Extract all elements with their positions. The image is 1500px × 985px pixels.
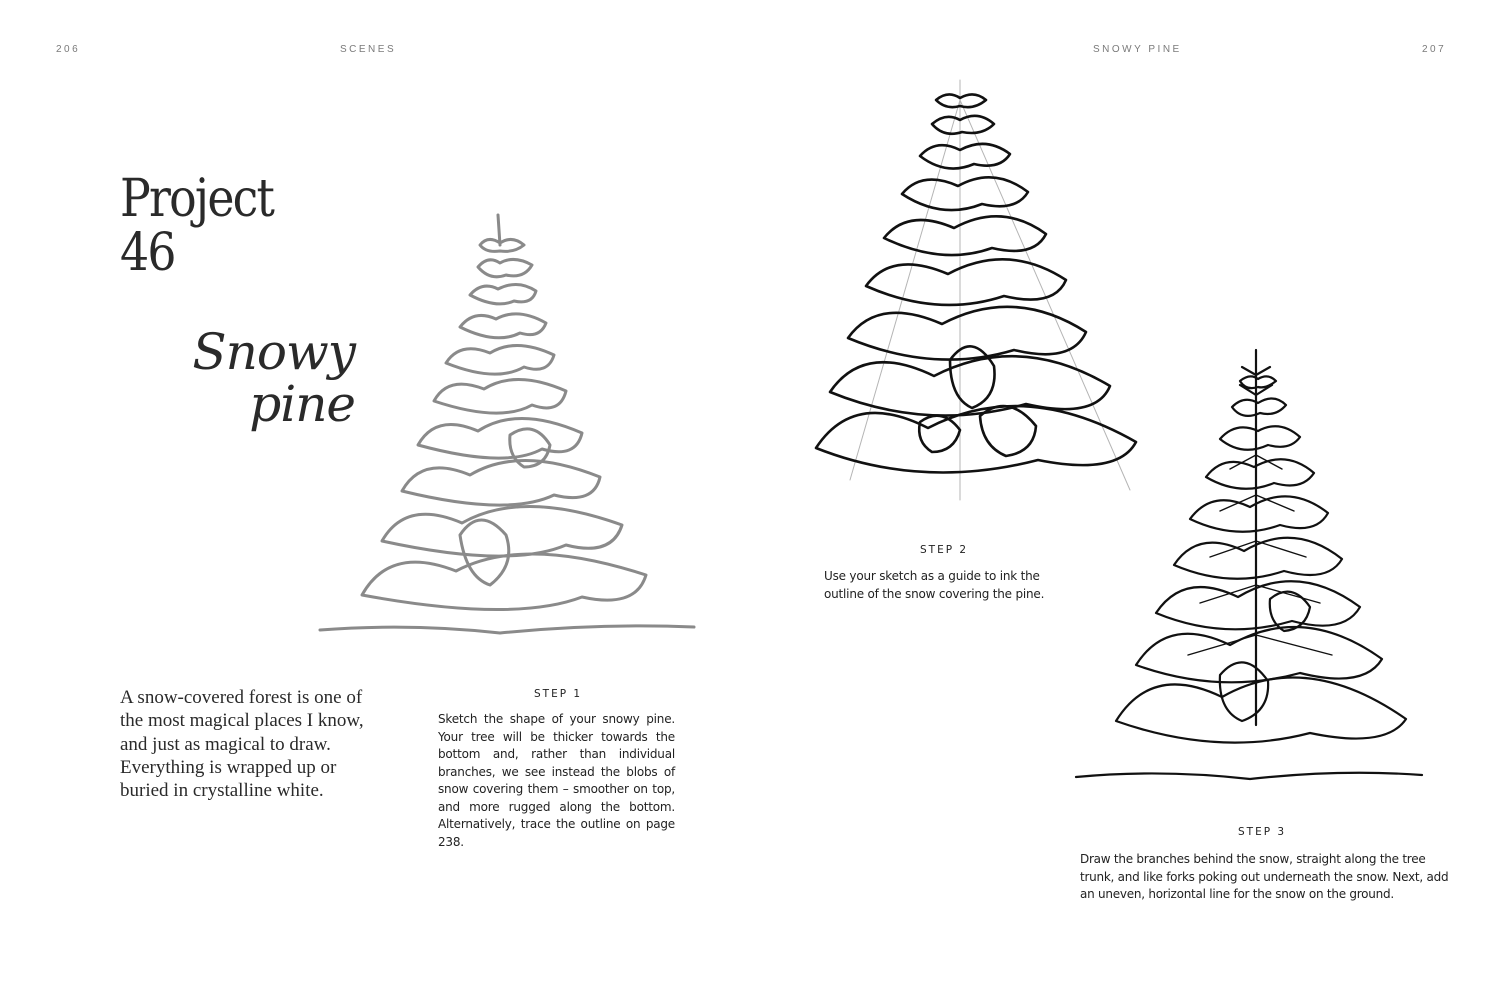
step2-text: Use your sketch as a guide to ink the outline of the snow covering the pine. [824, 569, 1045, 601]
snowy-pine-finished-illustration [1070, 345, 1430, 785]
intro-paragraph: A snow-covered forest is one of the most magical places I know, and just as magical to draw. Everything is wrapped up or buried in crystalline white. [120, 687, 364, 802]
right-running-head: SNOWY PINE [1093, 44, 1182, 55]
step1-label: STEP 1 [534, 688, 583, 700]
ink-lines [1076, 350, 1422, 779]
step3-text: Draw the branches behind the snow, straight along the tree trunk, and like forks poking out underneath the snow. Next, add an uneven, horizontal line for the snow on the ground. [1080, 852, 1449, 901]
project-title-line1: Project [120, 169, 274, 229]
step2-label: STEP 2 [920, 544, 969, 556]
project-number: 46 [120, 223, 175, 283]
step1-text: Sketch the shape of your snowy pine. Your tree will be thicker towards the bottom and, rather than individual branches, we see instead the blobs of snow covering them – smoother on top, and more rugged along the bottom. Alternatively, trace the outline on page 238. [438, 712, 675, 849]
left-running-head: SCENES [340, 44, 397, 55]
subject-title-line2: pine [249, 375, 355, 433]
snowy-pine-sketch-illustration [310, 205, 700, 645]
left-page-number: 206 [56, 44, 81, 55]
sketch-lines [320, 215, 694, 633]
right-page-number: 207 [1422, 44, 1447, 55]
subject-title-line1: Snowy [192, 323, 355, 381]
step3-label: STEP 3 [1238, 826, 1287, 838]
